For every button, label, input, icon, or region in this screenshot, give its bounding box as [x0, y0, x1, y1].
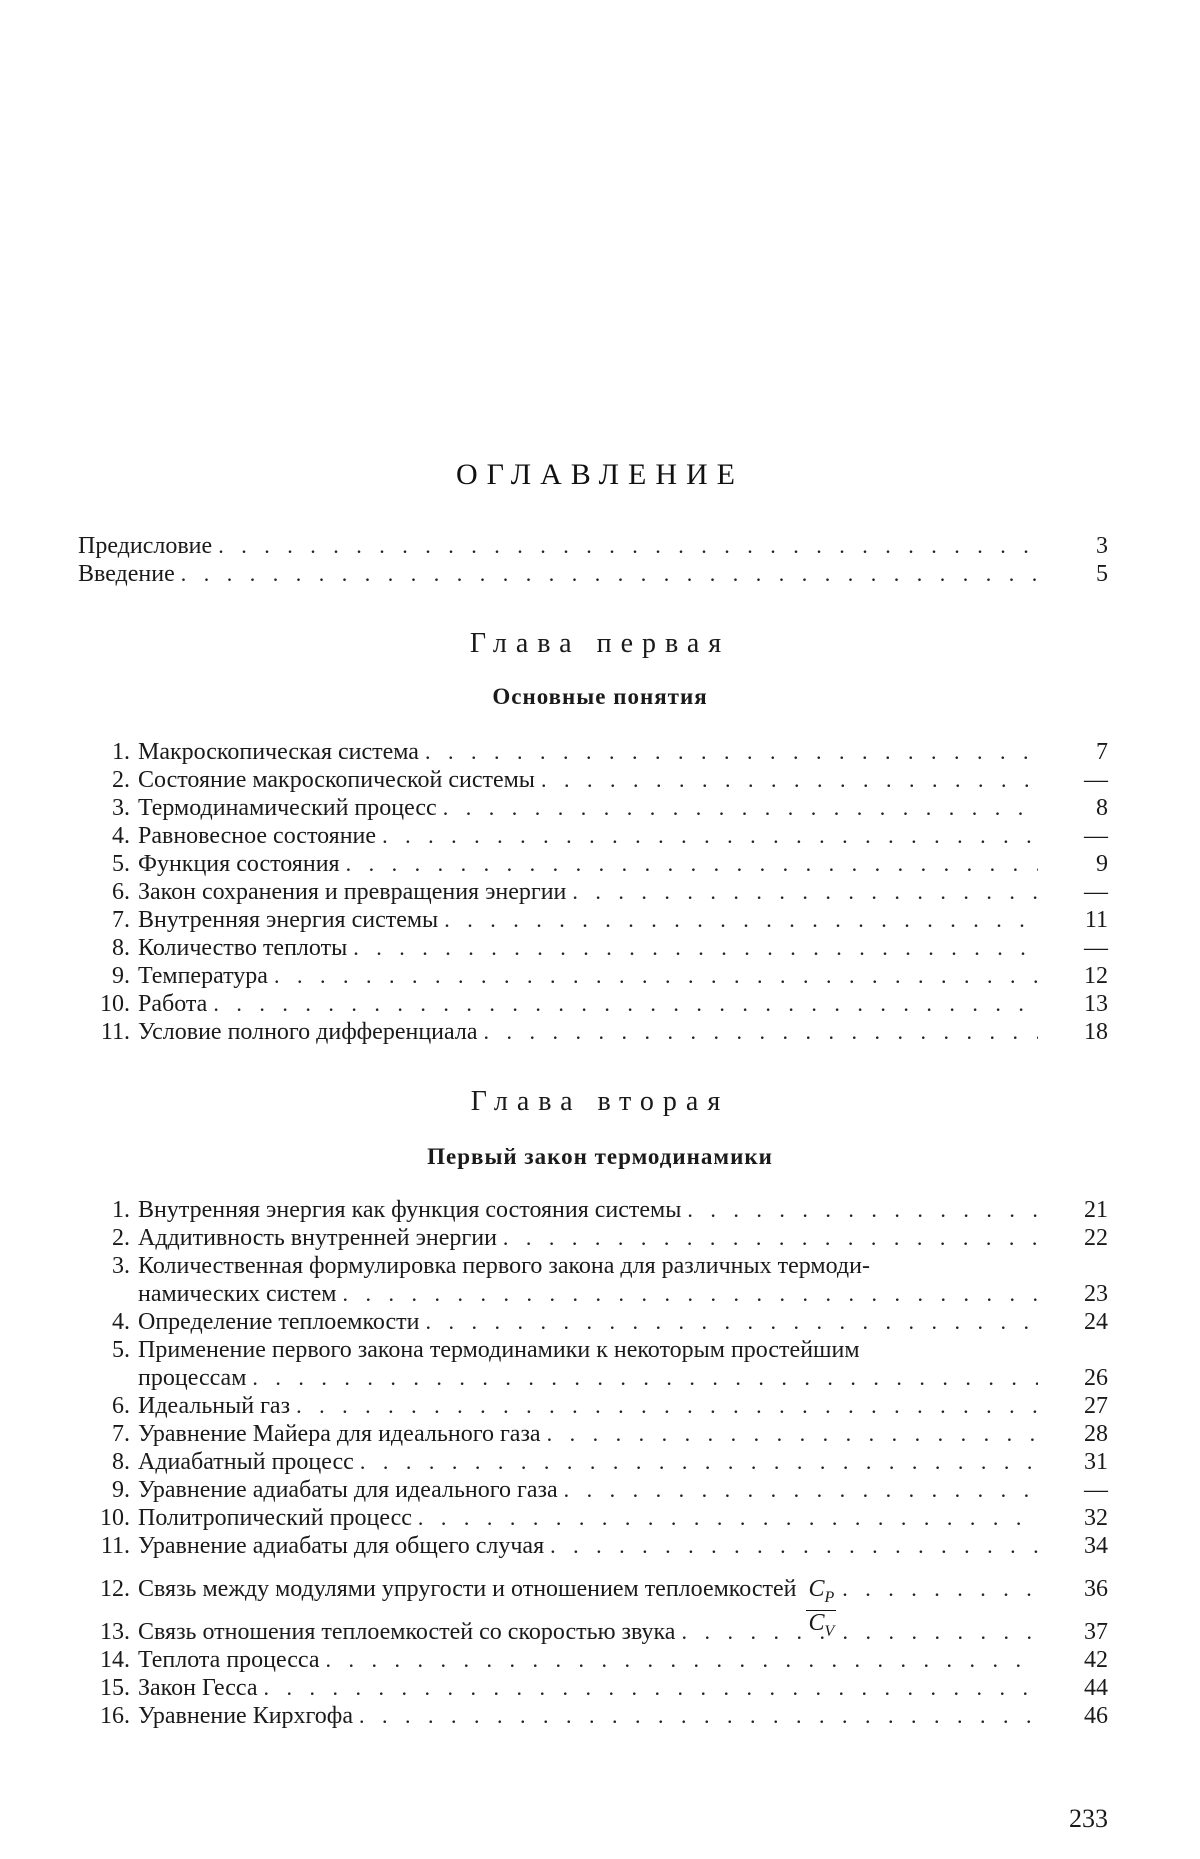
entry-text-continued: намических систем — [138, 1281, 337, 1307]
toc-entry: 14. Теплота процесса . . . 42 — [78, 1646, 1108, 1674]
toc-entry — [78, 560, 1108, 588]
entry-page: 7 — [1096, 739, 1108, 765]
toc-entry: 6. Идеальный газ . . . 27 — [78, 1392, 1108, 1420]
entry-text: Работа — [138, 991, 208, 1017]
entry-page: 26 — [1084, 1365, 1108, 1391]
entry-text: Функция состояния — [138, 851, 340, 877]
entry-text: Уравнение адиабаты для идеального газа — [138, 1477, 558, 1503]
toc-entry: 4. Равновесное состояние . . . — — [78, 822, 1108, 850]
toc-entry — [78, 532, 1108, 560]
entry-text: Равновесное состояние — [138, 823, 377, 849]
toc-title: ОГЛАВЛЕНИЕ — [456, 458, 744, 491]
entry-page: 28 — [1084, 1421, 1108, 1447]
entry-text: Аддитивность внутренней энергии — [138, 1225, 497, 1251]
entry-page: — — [1084, 935, 1108, 961]
entry-text: Условие полного дифференциала — [138, 1019, 478, 1045]
chapter2-label: Глава вторая — [470, 1086, 730, 1117]
toc-entry: 13. Связь отношения теплоемкостей со скоростью звука . . . 37 — [78, 1618, 1108, 1646]
entry-text: Температура — [138, 963, 268, 989]
entry-page: 21 — [1084, 1197, 1108, 1223]
entry-text: Политропический процесс — [138, 1505, 412, 1531]
toc-entry: 6. Закон сохранения и превращения энергии . . . — — [78, 878, 1108, 906]
toc-entry: 1. Макроскопическая система . . . 7 — [78, 738, 1108, 766]
entry-text: Теплота процесса — [138, 1647, 320, 1673]
toc-entry: 15. Закон Гесса . . . 44 — [78, 1674, 1108, 1702]
front-matter — [78, 532, 1108, 588]
toc-entry: 7. Внутренняя энергия системы . . . 11 — [78, 906, 1108, 934]
entry-text: Закон Гесса — [138, 1675, 258, 1701]
entry-page: 37 — [1084, 1619, 1108, 1645]
entry-page: 22 — [1084, 1225, 1108, 1251]
toc-entry: 3. Количественная формулировка первого закона для различных термоди- намических систем . . . 23 — [78, 1252, 1108, 1308]
entry-text: Уравнение Майера для идеального газа — [138, 1421, 541, 1447]
toc-entry: 10. Работа . . . 13 — [78, 990, 1108, 1018]
entry-page: — — [1084, 823, 1108, 849]
toc-entry: 3. Термодинамический процесс . . . 8 — [78, 794, 1108, 822]
chapter2-entries — [78, 1196, 1108, 1730]
entry-page: 44 — [1084, 1675, 1108, 1701]
entry-text: Количество теплоты — [138, 935, 348, 961]
entry-text: Состояние макроскопической системы — [138, 767, 535, 793]
chapter2-name: Первый закон термодинамики — [427, 1144, 773, 1169]
entry-page: 32 — [1084, 1505, 1108, 1531]
toc-entry: 8. Адиабатный процесс . . . 31 — [78, 1448, 1108, 1476]
entry-text: Связь отношения теплоемкостей со скоростью звука — [138, 1619, 676, 1645]
toc-entry: 8. Количество теплоты . . . — — [78, 934, 1108, 962]
toc-entry: 11. Уравнение адиабаты для общего случая . . . 34 — [78, 1532, 1108, 1560]
entry-text: Введение — [78, 561, 175, 587]
entry-page: 31 — [1084, 1449, 1108, 1475]
entry-page: — — [1084, 879, 1108, 905]
entry-text: Связь между модулями упругости и отношением теплоемкостей — [138, 1576, 797, 1602]
fraction-numerator: $C_P$ — [806, 1577, 836, 1611]
entry-text: Уравнение адиабаты для общего случая — [138, 1533, 545, 1559]
entry-text: Определение теплоемкости — [138, 1309, 420, 1335]
entry-page: 12 — [1084, 963, 1108, 989]
entry-text: Термодинамический процесс — [138, 795, 437, 821]
entry-page: 9 — [1096, 851, 1108, 877]
toc-entry: 9. Уравнение адиабаты для идеального газа . . . — — [78, 1476, 1108, 1504]
toc-entry: 2. Аддитивность внутренней энергии . . . 22 — [78, 1224, 1108, 1252]
entry-text: Внутренняя энергия как функция состояния системы — [138, 1197, 682, 1223]
toc-entry: 10. Политропический процесс . . . 32 — [78, 1504, 1108, 1532]
entry-text: Закон сохранения и превращения энергии — [138, 879, 567, 905]
entry-page: 46 — [1084, 1703, 1108, 1729]
entry-page: 18 — [1084, 1019, 1108, 1045]
entry-page: — — [1084, 1477, 1108, 1503]
entry-page: 11 — [1084, 907, 1108, 933]
entry-text: Предисловие — [78, 533, 213, 559]
chapter1-label: Глава первая — [469, 628, 731, 659]
entry-text: Идеальный газ — [138, 1393, 291, 1419]
entry-text: Макроскопическая система — [138, 739, 419, 765]
toc-entry: 11. Условие полного дифференциала . . . 18 — [78, 1018, 1108, 1046]
entry-text: Внутренняя энергия системы — [138, 907, 439, 933]
entry-page: 27 — [1084, 1393, 1108, 1419]
entry-page: 24 — [1084, 1309, 1108, 1335]
entry-page: 3 — [1096, 533, 1108, 559]
toc-entry: 5. Применение первого закона термодинамики к некоторым простейшим процессам . . . 26 — [78, 1336, 1108, 1392]
toc-entry: 4. Определение теплоемкости . . . 24 — [78, 1308, 1108, 1336]
toc-entry: 7. Уравнение Майера для идеального газа . . . 28 — [78, 1420, 1108, 1448]
toc-entry: 1. Внутренняя энергия как функция состояния системы . . . 21 — [78, 1196, 1108, 1224]
entry-page: 36 — [1084, 1576, 1108, 1602]
entry-page: 13 — [1084, 991, 1108, 1017]
toc-entry: 9. Температура . . . 12 — [78, 962, 1108, 990]
entry-page: 23 — [1084, 1281, 1108, 1307]
entry-page: 5 — [1096, 561, 1108, 587]
chapter1-name: Основные понятия — [492, 684, 708, 709]
entry-page: 34 — [1084, 1533, 1108, 1559]
toc-entry: 12. Связь между модулями упругости и отношением теплоемкостей $\frac{C_P}{C_V}$ . . . 36 — [78, 1560, 1108, 1618]
page-number: 233 — [1069, 1804, 1108, 1833]
entry-page: 42 — [1084, 1647, 1108, 1673]
toc-entry: 16. Уравнение Кирхгофа . . . 46 — [78, 1702, 1108, 1730]
entry-page: 8 — [1096, 795, 1108, 821]
fraction-denominator: $C_V$ — [808, 1609, 835, 1640]
entry-page: — — [1084, 767, 1108, 793]
entry-text: Применение первого закона термодинамики к некоторым простейшим — [138, 1337, 860, 1363]
chapter1-entries — [78, 738, 1108, 1046]
entry-text: Адиабатный процесс — [138, 1449, 354, 1475]
toc-entry: 5. Функция состояния . . . 9 — [78, 850, 1108, 878]
entry-text-continued: процессам — [138, 1365, 247, 1391]
entry-text: Количественная формулировка первого закона для различных термоди- — [138, 1253, 870, 1279]
toc-entry: 2. Состояние макроскопической системы . . . — — [78, 766, 1108, 794]
entry-text: Уравнение Кирхгофа — [138, 1703, 354, 1729]
